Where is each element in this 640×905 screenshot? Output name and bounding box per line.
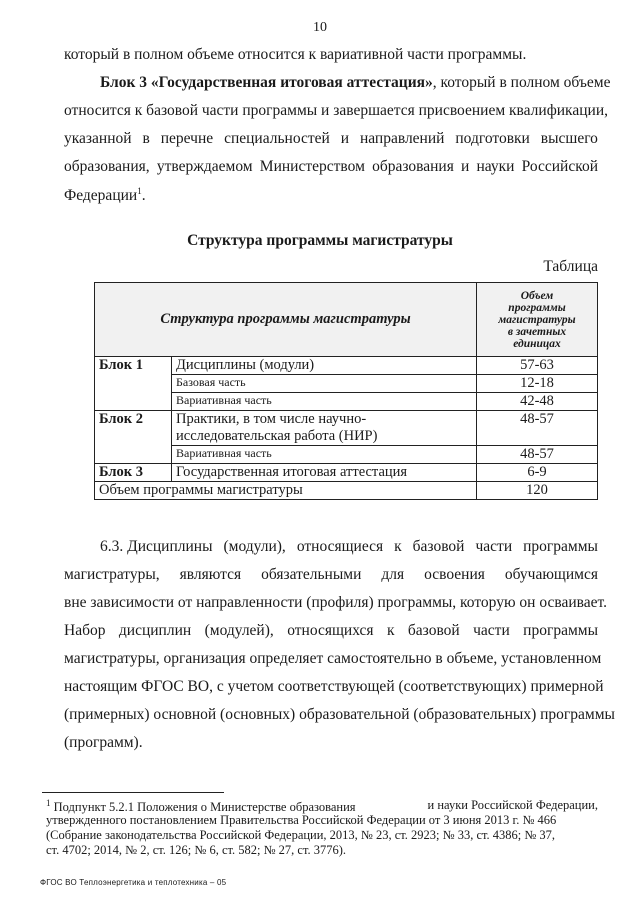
footnote-line-3: (Собрание законодательства Российской Федерации, 2013, № 23, ст. 2923; № 33, ст. 4386; № 37, bbox=[46, 828, 556, 842]
para63-line-8: (программ). bbox=[64, 734, 143, 751]
page-number: 10 bbox=[313, 20, 327, 35]
table-row bbox=[95, 411, 598, 446]
table-row bbox=[95, 464, 598, 482]
block-label: Блок 3 bbox=[95, 464, 172, 482]
footnote-reference[interactable]: 1 bbox=[137, 186, 142, 196]
row-value: 6-9 bbox=[477, 464, 598, 482]
para63-line-5: магистратуры, организация определяет самостоятельно в объеме, установленном bbox=[64, 650, 602, 667]
table-label: Таблица bbox=[543, 258, 598, 275]
table-total-row bbox=[95, 482, 598, 500]
header-volume: Объем программы магистратуры в зачетных единицах bbox=[477, 283, 598, 357]
para63-line-7: (примерных) основной (основных) образовательной (образовательных) программы bbox=[64, 706, 615, 723]
footnote-separator bbox=[42, 792, 224, 793]
footnote-line-4: ст. 4702; 2014, № 2, ст. 126; № 6, ст. 582; № 27, ст. 3776). bbox=[46, 843, 347, 857]
row-value: 12-18 bbox=[477, 375, 598, 393]
block3-line-4: образования, утверждаемом Министерством образования и науки Российской bbox=[64, 158, 598, 175]
total-label: Объем программы магистратуры bbox=[95, 482, 477, 500]
table-row bbox=[95, 357, 598, 375]
total-value: 120 bbox=[477, 482, 598, 500]
paragraph-line: который в полном объеме относится к вариативной части программы. bbox=[64, 46, 527, 63]
row-name: Базовая часть bbox=[172, 375, 477, 393]
program-structure-table bbox=[94, 282, 598, 500]
row-name: Практики, в том числе научно- исследовательская работа (НИР) bbox=[172, 411, 477, 446]
header-structure: Структура программы магистратуры bbox=[95, 283, 477, 357]
block-label: Блок 1 bbox=[95, 357, 172, 411]
para63-line-3: вне зависимости от направленности (профиля) программы, которую он осваивает. bbox=[64, 594, 607, 611]
footnote-mark: 1 bbox=[46, 798, 51, 808]
block3-bold-heading: Блок 3 «Государственная итоговая аттестация» bbox=[100, 74, 433, 91]
footnote-line-1: $^1$ Подпункт 5.2.1 Положения о Министерстве образования и науки Российской Федерации, bbox=[46, 798, 598, 815]
row-value: 48-57 bbox=[477, 411, 598, 446]
block3-line-1 bbox=[100, 74, 611, 92]
row-value: 48-57 bbox=[477, 446, 598, 464]
row-value: 57-63 bbox=[477, 357, 598, 375]
block-label: Блок 2 bbox=[95, 411, 172, 464]
row-name: Вариативная часть bbox=[172, 446, 477, 464]
row-name: Дисциплины (модули) bbox=[172, 357, 477, 375]
block3-line-5: Федерации$^1$. bbox=[64, 186, 146, 205]
para63-line-2: магистратуры, являются обязательными для освоения обучающимся bbox=[64, 566, 598, 583]
block3-line-3: указанной в перечне специальностей и направлений подготовки высшего bbox=[64, 130, 598, 147]
table-header-row bbox=[95, 283, 598, 357]
block3-line1-rest: , который в полном объеме bbox=[432, 74, 611, 91]
para63-line-4: Набор дисциплин (модулей), относящихся к базовой части программы bbox=[64, 622, 598, 639]
table-title: Структура программы магистратуры bbox=[187, 232, 453, 249]
para63-line-6: настоящим ФГОС ВО, с учетом соответствующей (соответствующих) примерной bbox=[64, 678, 604, 695]
para63-line-1: 6.3. Дисциплины (модули), относящиеся к базовой части программы bbox=[100, 538, 598, 555]
row-name: Вариативная часть bbox=[172, 393, 477, 411]
page-footer: ФГОС ВО Теплоэнергетика и теплотехника – 05 bbox=[40, 878, 227, 887]
block3-line-2: относится к базовой части программы и завершается присвоением квалификации, bbox=[64, 102, 608, 119]
row-value: 42-48 bbox=[477, 393, 598, 411]
row-name: Государственная итоговая аттестация bbox=[172, 464, 477, 482]
footnote-line-2: утвержденного постановлением Правительства Российской Федерации от 3 июня 2013 г. № 466 bbox=[46, 813, 557, 827]
